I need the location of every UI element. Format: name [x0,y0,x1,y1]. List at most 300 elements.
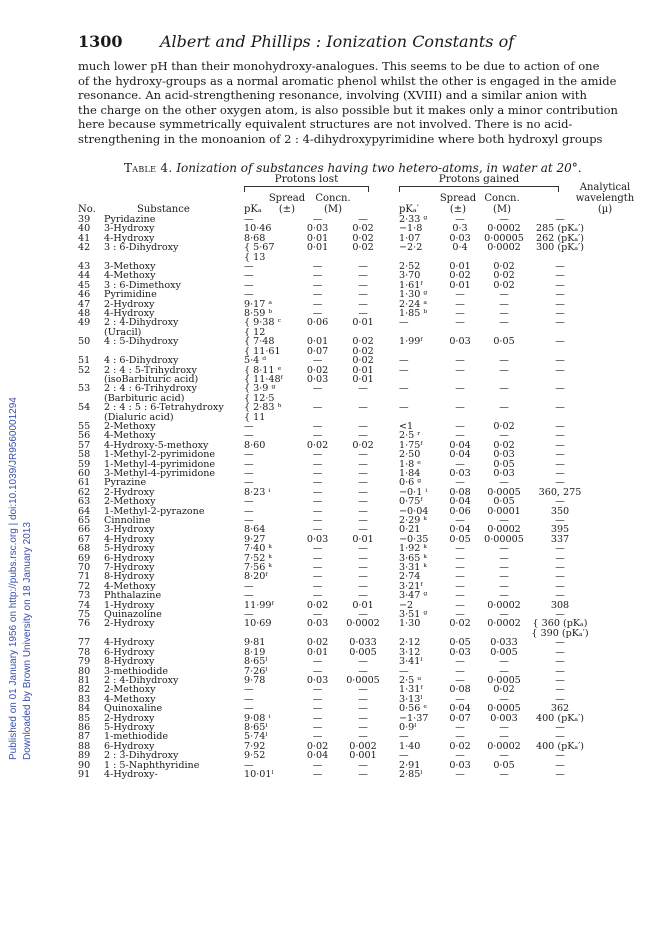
cell-concn: — [358,552,368,564]
cell-substance: 1-Methyl-2-pyrazone [104,505,205,517]
cell-concn: 0·01 [352,364,374,376]
col-header-line: wavelength [575,193,635,204]
cell-spread-2: 0·04 [449,496,471,508]
cell-wavelength: 300 (pKₐ′) [535,242,585,254]
cell-gap [387,460,399,469]
cell-gap [387,554,399,563]
cell-pka-prime: — [399,383,409,395]
cell-pka: — [244,458,254,470]
cell-pka-prime: 1·30 ᵍ [399,289,428,301]
cell-gap [387,281,399,290]
col-header-pka: pKₐ [244,204,262,215]
cell-spread-2: — [455,674,465,686]
cell-pka-prime: 0·56 ᵉ [399,703,428,715]
cell-concn-2: — [499,731,509,743]
cell-gap [387,318,399,327]
table-row [78,337,589,346]
cell-pka-prime: 1·92 ᵏ [399,543,427,555]
cell-concn: 0·02 [352,223,374,235]
cell-concn-2: — [499,383,509,395]
cell-spread: 0·02 [306,364,329,376]
cell-spread-2: — [455,289,465,301]
cell-spread: — [312,477,323,489]
cell-spread: — [312,402,323,414]
cell-gap [387,215,399,224]
cell-substance: 4-Methoxy [104,270,156,282]
cell-number: 90 [78,759,91,771]
col-header-line: (M) [323,204,343,215]
cell-spread-2: 0·05 [449,533,471,545]
cell-wavelength: — [555,458,565,470]
cell-number: 52 [78,364,91,376]
cell-spread-2: — [455,458,465,470]
cell-substance: (Uracil) [104,326,142,338]
cell-spread-2: — [455,562,465,574]
cell-pka: 7·92 [244,740,266,752]
cell-gap [387,469,399,478]
cell-concn-2: 0·033 [490,637,518,649]
cell-pka: 8·65ˡ [244,721,268,733]
cell-number: 54 [78,402,91,414]
col-header-substance: Substance [137,204,190,215]
cell-spread-2: — [455,656,465,668]
cell-concn: 0·02 [352,355,374,367]
cell-spread: — [312,571,323,583]
cell-concn: — [358,656,368,668]
cell-wavelength: — [555,562,565,574]
cell-number: 68 [78,543,91,555]
cell-concn: — [358,298,368,310]
cell-spread-2: 0·04 [449,703,471,715]
cell-spread-2: 0·03 [449,646,471,658]
table-row [78,563,589,572]
cell-number: 58 [78,449,91,461]
cell-wavelength: — [555,515,565,526]
cell-substance: 8-Hydroxy [104,656,155,668]
cell-concn: — [358,261,368,273]
cell-pka: 7·26ˡ [244,665,268,677]
cell-concn-2: 0·03 [493,449,515,461]
cell-pka: 9·17 ᵃ [244,298,273,310]
cell-spread: — [312,420,323,432]
cell-substance: Quinazoline [104,609,162,621]
cell-number: 78 [78,646,91,658]
cell-spread-2: 0·03 [449,336,471,348]
cell-substance: 6-Hydroxy [104,740,155,752]
cell-spread: — [312,279,323,291]
cell-substance: 5-Hydroxy [104,721,155,733]
group-label: Protons lost [274,173,339,185]
cell-pka: 8·64 [244,524,266,536]
cell-number: 46 [78,289,91,301]
cell-number: 85 [78,712,91,724]
cell-spread: — [312,684,323,696]
table-row [78,619,589,628]
cell-number: 62 [78,486,91,498]
col-header-line: Concn. [315,193,351,204]
cell-pka-prime: −0·04 [399,505,429,517]
cell-spread: — [312,486,323,498]
cell-concn-2: 0·02 [493,261,515,273]
cell-pka-prime: 2·85ˡ [399,768,423,780]
cell-pka-prime: −2·2 [399,242,423,254]
cell-wavelength: — [555,731,565,743]
cell-substance: 6-Hydroxy [104,552,155,564]
cell-substance: 2-Hydroxy [104,486,155,498]
cell-concn: — [358,515,368,526]
cell-pka: — [244,467,254,479]
cell-concn-2: 0·02 [493,270,515,282]
cell-gap [387,309,399,318]
cell-substance: 4-Hydroxy [104,637,155,649]
cell-wavelength: 360, 275 [538,486,582,498]
cell-gap [387,610,399,619]
cell-number: 43 [78,261,91,273]
cell-number: 47 [78,298,91,310]
cell-concn: — [358,524,368,536]
cell-spread: 0·03 [306,223,329,235]
cell-wavelength: — [555,759,565,771]
table-row [78,243,589,252]
cell-spread-2: 0·01 [449,279,471,291]
cell-concn: 0·0002 [346,618,380,630]
cell-substance: 1-methiodide [104,731,169,743]
running-header [78,32,598,52]
cell-wavelength: — [555,279,565,291]
cell-concn-2: — [499,656,509,668]
cell-spread-2: — [455,214,465,225]
cell-spread-2: — [455,402,465,414]
cell-gap [387,497,399,506]
cell-pka-prime: 3·65 ᵏ [399,552,427,564]
cell-pka: 8·60 [244,439,266,451]
cell-pka-prime: 1·40 [399,740,421,752]
cell-wavelength: 400 (pKₐ′) [535,712,585,724]
paragraph-line: strengthening in the monoanion of 2 : 4-dihydroxypyrimidine where both hydroxyl groups [78,131,603,146]
cell-spread: — [312,289,323,301]
cell-wavelength: — [555,684,565,696]
cell-pka: 8·19 [244,646,266,658]
cell-substance: 8-Hydroxy [104,571,155,583]
cell-pka: — [244,496,254,508]
cell-spread-2: — [455,298,465,310]
cell-gap [387,742,399,751]
cell-spread-2: — [455,731,465,743]
cell-spread-2: — [455,477,465,489]
cell-spread: — [312,270,323,282]
cell-pka-prime: 0·9ˡ [399,721,417,733]
cell-substance: Phthalazine [104,590,162,602]
cell-number: 84 [78,703,91,715]
cell-spread-2: 0·02 [449,618,471,630]
cell-number: 41 [78,232,91,244]
cell-concn: — [358,420,368,432]
cell-spread: 0·01 [306,336,329,348]
cell-concn-2: 0·05 [493,759,515,771]
col-header-line: (M) [492,204,512,215]
cell-number: 73 [78,590,91,602]
cell-pka-prime: 2·50 [399,449,421,461]
cell-spread-2: — [455,599,465,611]
col-header-concn-2 [484,193,519,215]
cell-pka-prime: 2·91 [399,759,421,771]
cell-pka-prime: 2·74 [399,571,421,583]
cell-concn: 0·02 [352,336,374,348]
cell-gap [387,441,399,450]
download-note: Downloaded by Brown University on 18 January 2013 [22,522,33,760]
cell-spread: 0·02 [306,740,329,752]
cell-concn: — [358,477,368,489]
cell-number: 65 [78,515,91,526]
cell-wavelength: 350 [550,505,570,517]
cell-gap [387,337,399,346]
cell-pka: { 2·83 ʰ [244,402,282,414]
table-row [78,554,589,563]
cell-spread: — [312,562,323,574]
cell-pka: — [244,703,254,715]
cell-gap [387,413,399,422]
cell-spread: 0·02 [306,439,329,451]
cell-gap [387,224,399,233]
cell-gap [387,394,399,403]
cell-pka: 10·69 [244,618,272,630]
cell-spread: — [312,261,323,273]
cell-spread: — [312,703,323,715]
cell-concn: 0·02 [352,345,374,357]
col-header-concn [315,193,350,215]
cell-number: 81 [78,674,91,686]
publication-note: Published on 01 January 1956 on http://pubs.rsc.org | doi:10.1039/JR9560001294 [8,397,19,760]
cell-concn: — [358,703,368,715]
cell-spread-2: — [455,552,465,564]
cell-spread: — [312,665,323,677]
cell-concn-2: — [499,355,509,367]
cell-wavelength: — [555,261,565,273]
cell-spread-2: 0·4 [452,242,468,254]
cell-spread-2: 0·02 [449,740,471,752]
cell-pka-prime: 2·52 [399,261,421,273]
cell-number: 61 [78,477,91,489]
cell-substance: 4-Methoxy [104,693,156,705]
cell-gap [387,375,399,384]
cell-gap [387,525,399,534]
cell-spread-2: 0·01 [449,261,471,273]
table-row [78,535,589,544]
paragraph-line: the charge on the other oxygen atom, is also possible but it makes only a minor contribution [78,102,618,117]
cell-pka: — [244,270,254,282]
cell-spread-2: 0·03 [449,232,471,244]
cell-substance: 4 : 6-Dihydroxy [104,355,179,367]
cell-pka-prime: −0·35 [399,533,429,545]
cell-substance: 7-Hydroxy [104,562,155,574]
cell-wavelength: — [555,721,565,733]
cell-wavelength: — [555,571,565,583]
cell-spread: — [312,515,323,526]
cell-gap [387,347,399,356]
cell-pka-prime: 3·12 [399,646,421,658]
cell-pka: 5·4 ᵈ [244,355,267,367]
cell-substance: 4 : 5-Dihydroxy [104,336,179,348]
cell-gap [387,431,399,440]
table-row [78,290,589,299]
cell-concn-2: 0·02 [493,279,515,291]
cell-concn: 0·001 [349,750,377,762]
cell-gap [387,328,399,337]
cell-spread-2: — [455,355,465,367]
cell-concn-2: — [499,590,509,602]
cell-number: 75 [78,609,91,621]
col-header-wavelength [576,182,635,215]
cell-pka-prime: 3·70 [399,270,421,282]
cell-pka: { 13 [244,251,266,263]
cell-concn: — [358,270,368,282]
cell-substance: 4-Hydroxy- [104,768,158,780]
cell-pka: — [244,289,254,301]
cell-concn-2: — [499,214,509,225]
cell-number: 82 [78,684,91,696]
cell-pka: 8·20ᶠ [244,571,268,583]
cell-concn-2: — [499,562,509,574]
cell-concn: — [358,571,368,583]
cell-substance: 3-Methyl-4-pyrimidone [104,467,216,479]
cell-spread: 0·01 [306,232,329,244]
cell-number: 77 [78,637,91,649]
cell-number: 60 [78,467,91,479]
cell-pka-prime: 0·6 ᵍ [399,477,422,489]
cell-pka: { 11·48ᶠ [244,373,283,385]
cell-substance: (Dialuric acid) [104,411,174,423]
cell-wavelength: — [555,214,565,225]
cell-number: 71 [78,571,91,583]
cell-gap [387,572,399,581]
cell-gap [387,507,399,516]
cell-spread: — [312,467,323,479]
cell-number: 57 [78,439,91,451]
cell-spread: — [312,543,323,555]
cell-substance: 2-Hydroxy [104,618,155,630]
body-paragraph [78,59,618,147]
cell-concn: — [358,768,368,780]
cell-gap [387,704,399,713]
cell-spread: 0·01 [306,646,329,658]
table-label: Table 4. [124,161,173,175]
cell-gap [387,714,399,723]
cell-spread: — [312,505,323,517]
cell-pka: { 5·67 [244,242,275,254]
cell-gap [387,619,399,628]
cell-pka-prime: 1·31ᶠ [399,684,423,696]
cell-pka: — [244,420,254,432]
cell-concn: 0·033 [349,637,377,649]
paragraph-line: of the hydroxy-groups as a normal aromatic phenol whilst the other is engaged in the amide [78,73,617,88]
cell-substance: 4-Hydroxy-5-methoxy [104,439,209,451]
cell-spread: — [312,355,323,367]
cell-wavelength: — [555,449,565,461]
cell-gap [387,234,399,243]
cell-spread-2: 0·03 [449,467,471,479]
cell-spread-2: — [455,383,465,395]
paragraph-line: resonance. An acid-strengthening resonance, involving (XVIII) and a similar anion with [78,88,587,103]
cell-concn-2: 0·02 [493,439,515,451]
cell-concn-2: — [499,402,509,414]
cell-concn-2: — [499,580,509,592]
cell-number: 45 [78,279,91,291]
col-header-pka-prime: pKₐ′ [399,204,419,215]
cell-concn-2: 0·0002 [487,618,521,630]
cell-spread-2: — [455,750,465,762]
cell-spread-2: — [455,543,465,555]
cell-substance: 3-Methoxy [104,261,156,273]
col-header-line: Analytical [579,182,631,193]
cell-spread-2: 0·02 [449,270,471,282]
cell-wavelength: — [555,590,565,602]
cell-pka-prime: 1·07 [399,232,421,244]
cell-concn-2: — [499,430,509,442]
cell-concn-2: — [499,750,509,762]
cell-gap [387,657,399,666]
cell-concn-2: 0·0002 [487,524,521,536]
cell-spread: — [312,383,323,395]
cell-pka-prime: 0·21 [399,524,421,536]
cell-substance: 2 : 4-Dihydroxy [104,674,179,686]
cell-pka: — [244,684,254,696]
cell-pka: { 3·9 ᵍ [244,383,276,395]
cell-pka-prime: 2·33 ᵍ [399,214,428,225]
cell-number: 48 [78,308,91,320]
cell-pka-prime: −1·37 [399,712,429,724]
cell-wavelength: — [555,656,565,668]
cell-number: 69 [78,552,91,564]
cell-number: 67 [78,533,91,545]
cell-concn-2: 0·0002 [487,740,521,752]
cell-pka: { 11·61 [244,345,281,357]
cell-substance: 2 : 4 : 6-Trihydroxy [104,383,197,395]
cell-concn: — [358,721,368,733]
cell-pka: 9·27 [244,533,266,545]
group-header-protons-gained [399,173,559,192]
cell-substance: 2-Hydroxy [104,712,155,724]
cell-spread: — [312,449,323,461]
cell-spread: 0·07 [306,345,329,357]
cell-pka: — [244,580,254,592]
cell-number: 51 [78,355,91,367]
cell-spread: — [312,731,323,743]
cell-spread: — [312,768,323,780]
cell-spread: — [312,524,323,536]
cell-concn-2: — [499,721,509,733]
cell-wavelength: — [555,609,565,621]
cell-number: 79 [78,656,91,668]
cell-concn: — [358,590,368,602]
cell-concn-2: 0·05 [493,496,515,508]
cell-gap [387,591,399,600]
cell-spread: — [312,496,323,508]
cell-pka: 8·65ˡ [244,656,268,668]
cell-pka-prime: −0·1 ⁱ [399,486,428,498]
cell-spread-2: — [455,364,465,376]
cell-pka-prime: 1·85 ᵇ [399,308,428,320]
cell-concn-2: 0·0002 [487,599,521,611]
cell-gap [387,356,399,365]
cell-concn: 0·02 [352,439,374,451]
cell-concn-2: 0·00005 [484,533,524,545]
cell-spread: 0·03 [306,533,329,545]
cell-spread: 0·02 [306,637,329,649]
cell-concn: — [358,609,368,621]
cell-spread: 0·02 [306,599,329,611]
cell-substance: 4-Methoxy [104,580,156,592]
col-header-line: (µ) [597,204,613,215]
